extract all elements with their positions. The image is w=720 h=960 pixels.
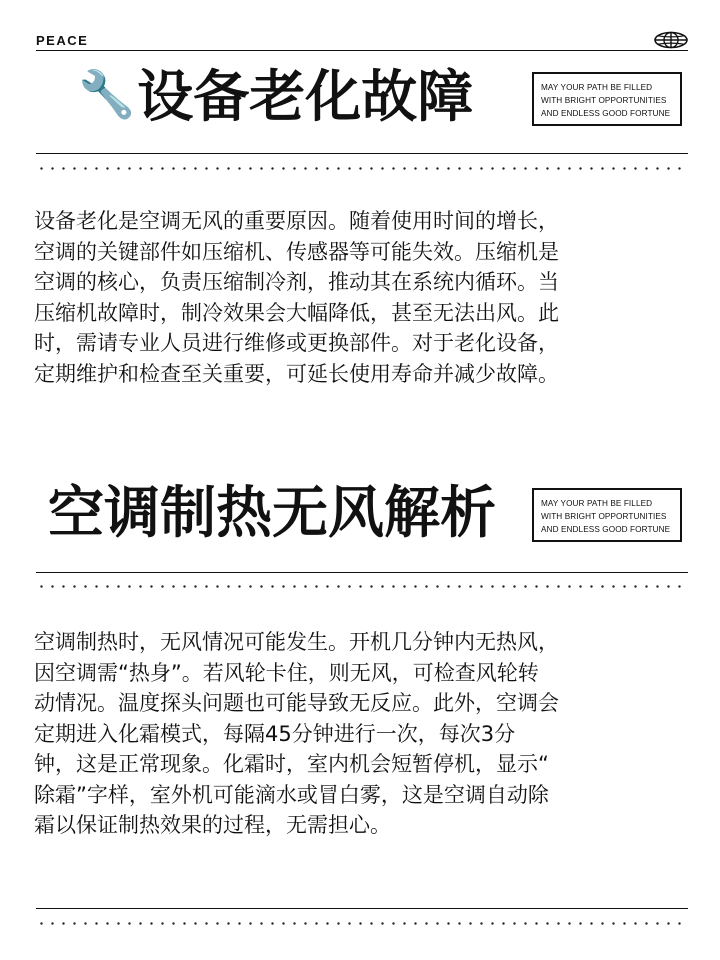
tagline-line: WITH BRIGHT OPPORTUNITIES [541, 96, 667, 105]
section1-body [34, 206, 684, 389]
body-line: 空调的核心，负责压缩制冷剂，推动其在系统内循环。当 [34, 270, 559, 294]
body-line: 时，需请专业人员进行维修或更换部件。对于老化设备， [34, 331, 559, 355]
section2-body [34, 627, 684, 841]
tagline-line: MAY YOUR PATH BE FILLED [541, 83, 653, 92]
wrench-icon: 🔧 [78, 67, 136, 121]
body-line: 除霜”字样，室外机可能滴水或冒白雾，这是空调自动除 [34, 782, 549, 807]
body-line: 霜以保证制热效果的过程，无需担心。 [34, 813, 391, 837]
section2-dotted-divider [36, 585, 688, 588]
section2-title: 空调制热无风解析 [48, 481, 496, 546]
globe-icon [654, 31, 688, 49]
section1-tagline-box [532, 72, 682, 126]
bottom-dotted-divider [36, 922, 688, 925]
section2-divider [36, 572, 688, 573]
body-line: 空调制热时，无风情况可能发生。开机几分钟内无热风， [34, 630, 559, 654]
body-line: 定期维护和检查至关重要，可延长使用寿命并减少故障。 [34, 361, 559, 386]
top-bar [36, 30, 688, 50]
top-divider [36, 50, 688, 51]
tagline-line: MAY YOUR PATH BE FILLED [541, 499, 653, 508]
section2-tagline-box [532, 488, 682, 542]
body-line: 压缩机故障时，制冷效果会大幅降低，甚至无法出风。此 [34, 300, 559, 325]
body-line: 动情况。温度探头问题也可能导致无反应。此外，空调会 [34, 691, 559, 715]
body-line: 定期进入化霜模式，每隔45分钟进行一次，每次3分 [34, 721, 516, 746]
body-line: 设备老化是空调无风的重要原因。随着使用时间的增长， [34, 209, 559, 233]
body-line: 钟，这是正常现象。化霜时，室内机会短暂停机，显示“ [34, 752, 549, 776]
section1-divider [36, 153, 688, 154]
brand-name: PEACE [36, 33, 89, 48]
tagline-line: WITH BRIGHT OPPORTUNITIES [541, 512, 667, 521]
body-line: 因空调需“热身”。若风轮卡住，则无风，可检查风轮转 [34, 660, 539, 685]
body-line: 空调的关键部件如压缩机、传感器等可能失效。压缩机是 [34, 239, 559, 264]
section1-dotted-divider [36, 167, 688, 170]
tagline-line: AND ENDLESS GOOD FORTUNE [541, 525, 671, 534]
section1-title: 设备老化故障 [137, 65, 474, 130]
tagline-line: AND ENDLESS GOOD FORTUNE [541, 109, 671, 118]
bottom-divider [36, 908, 688, 909]
section1-title-row [78, 65, 474, 130]
